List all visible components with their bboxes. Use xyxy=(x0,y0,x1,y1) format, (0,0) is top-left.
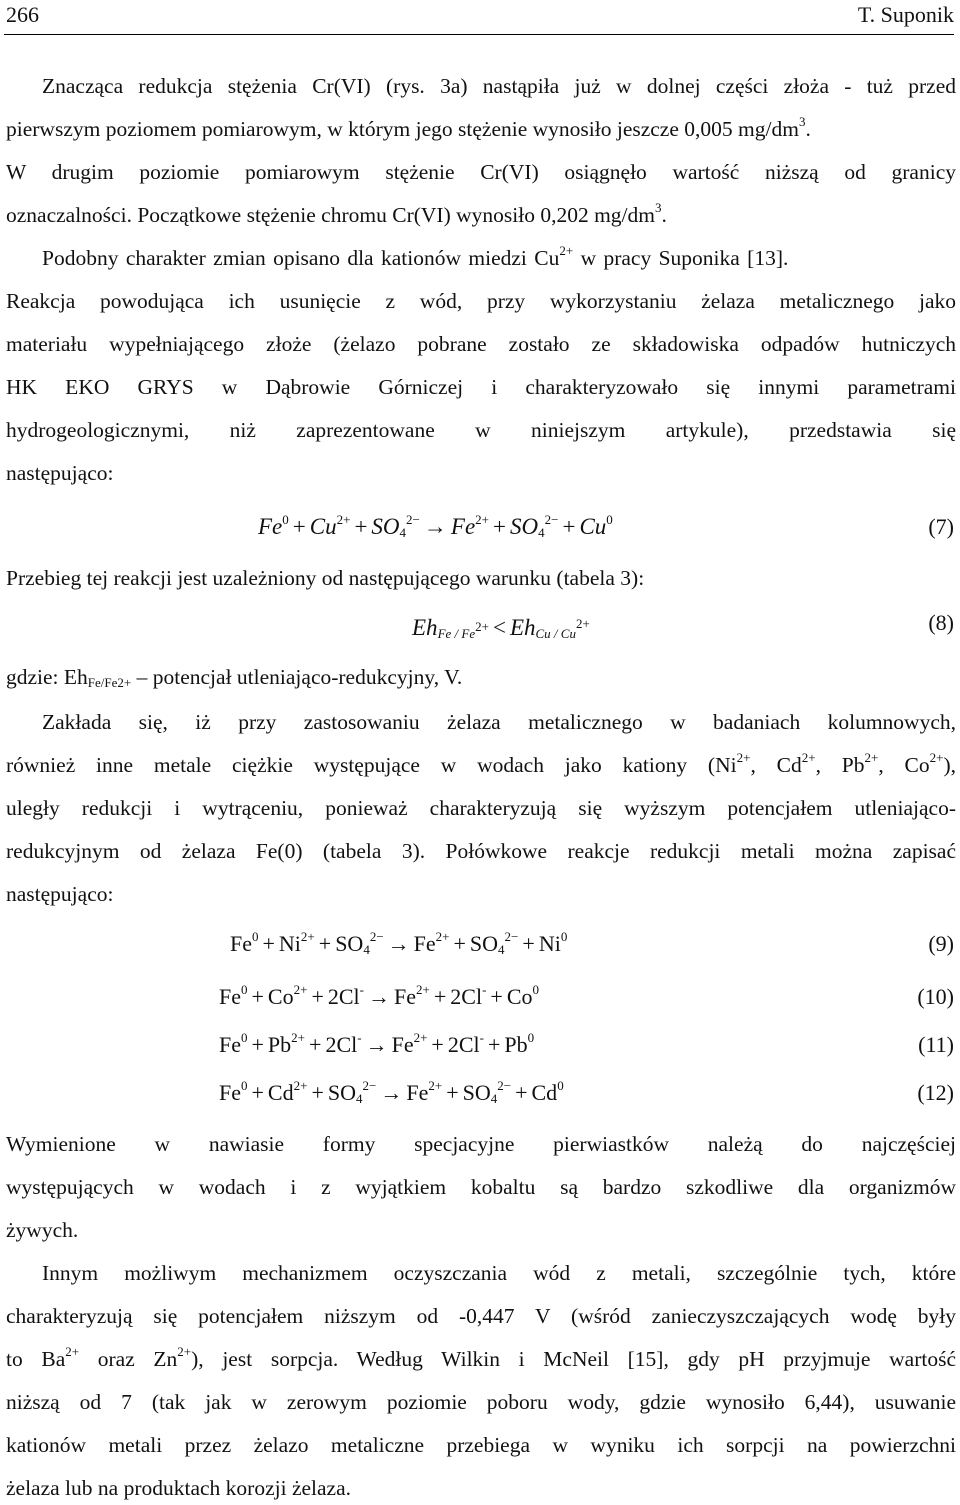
gdzie-line: gdzie: $Eh_{Fe/Fe2+}$ – potencjał utleniająco-redukcyjny, V. xyxy=(6,665,463,690)
p6-line-3: to $Ba^{2+}$ oraz $Zn^{2+}$), jest sorpcja. Według Wilkin i McNeil [15], gdy pH przyjmuje wartość xyxy=(6,1344,956,1371)
p4-line-5: następująco: xyxy=(6,882,114,906)
p5-line-3: żywych. xyxy=(6,1218,79,1242)
p6-line-2: charakteryzują się potencjałem niższym od -0,447 V (wśród zanieczyszczających wodę były xyxy=(6,1304,956,1328)
equation-12: $Fe^0 + Cd^{2+} + SO_4^{2-} \to Fe^{2+} + SO_4^{2-} + Cd^0$ xyxy=(219,1078,564,1106)
p1-line-3: W drugim poziomie pomiarowym stężenie Cr(VI) osiągnęło wartość niższą od granicy xyxy=(6,160,956,184)
equation-11-number: (11) xyxy=(918,1032,954,1057)
equation-8-number: (8) xyxy=(928,610,954,635)
p3-line-1: Przebieg tej reakcji jest uzależniony od następującego warunku (tabela 3): xyxy=(6,566,645,590)
equation-7-number: (7) xyxy=(928,514,954,539)
equation-12-number: (12) xyxy=(917,1080,954,1105)
p2-line-1: Podobny charakter zmian opisano dla kationów miedzi $Cu^{2+}$ w pracy Suponika [13]. xyxy=(42,243,789,270)
p2-line-6: następująco: xyxy=(6,461,114,485)
equation-7: $Fe^0 + Cu^{2+} + SO_4^{2-} \to Fe^{2+} + SO_4^{2-} + Cu^0$ xyxy=(258,512,613,540)
equation-10-number: (10) xyxy=(917,984,954,1009)
p6-line-4: niższą od 7 (tak jak w zerowym poziomie poboru wody, gdzie wynosiło 6,44), usuwanie xyxy=(6,1390,956,1414)
p4-line-2: również inne metale ciężkie występujące w wodach jako kationy ($Ni^{2+}$, $Cd^{2+}$, $Pb^{2+}$, $Co^{2+}$), xyxy=(6,750,957,777)
p4-line-4: redukcyjnym od żelaza Fe(0) (tabela 3). Połówkowe reakcje redukcji metali można zapisać xyxy=(6,839,956,863)
p2-line-5: hydrogeologicznymi, niż zaprezentowane w niniejszym artykule), przedstawia się xyxy=(6,418,956,442)
p5-line-2: występujących w wodach i z wyjątkiem kobaltu są bardzo szkodliwe dla organizmów xyxy=(6,1175,956,1199)
p6-line-1: Innym możliwym mechanizmem oczyszczania wód z metali, szczególnie tych, które xyxy=(42,1261,956,1285)
p2-line-2: Reakcja powodująca ich usunięcie z wód, przy wykorzystaniu żelaza metalicznego jako xyxy=(6,289,956,313)
p2-line-4: HK EKO GRYS w Dąbrowie Górniczej i charakteryzowało się innymi parametrami xyxy=(6,375,956,399)
p1-line-4: oznaczalności. Początkowe stężenie chromu Cr(VI) wynosiło 0,202 $mg/dm^3$. xyxy=(6,200,667,227)
page-number: 266 xyxy=(6,2,39,27)
equation-11: $Fe^0 + Pb^{2+} + 2Cl^- \to Fe^{2+} + 2Cl^- + Pb^0$ xyxy=(219,1030,535,1057)
p5-line-1: Wymienione w nawiasie formy specjacyjne pierwiastków należą do najczęściej xyxy=(6,1132,956,1156)
running-header-author: T. Suponik xyxy=(857,2,954,27)
p1-line-2: pierwszym poziomem pomiarowym, w którym jego stężenie wynosiło jeszcze 0,005 $mg/dm^3$. xyxy=(6,114,811,141)
p6-line-6: żelaza lub na produktach korozji żelaza. xyxy=(6,1476,352,1500)
equation-8: $Eh_{Fe / Fe^{2+}} < Eh_{Cu / Cu^{2+}}$ xyxy=(412,615,590,641)
equation-10: $Fe^0 + Co^{2+} + 2Cl^- \to Fe^{2+} + 2Cl^- + Co^0$ xyxy=(219,982,540,1009)
equation-9-number: (9) xyxy=(928,931,954,956)
p6-line-5: kationów metali przez żelazo metaliczne przebiega w wyniku ich sorpcji na powierzchni xyxy=(6,1433,956,1457)
p2-line-3: materiału wypełniającego złoże (żelazo pobrane zostało ze składowiska odpadów hutniczych xyxy=(6,332,956,356)
p1-line-1: Znacząca redukcja stężenia Cr(VI) (rys. 3a) nastąpiła już w dolnej części złoża - tuż przed xyxy=(42,74,956,98)
p4-line-1: Zakłada się, iż przy zastosowaniu żelaza metalicznego w badaniach kolumnowych, xyxy=(42,710,956,734)
equation-9: $Fe^0 + Ni^{2+} + SO_4^{2-} \to Fe^{2+} + SO_4^{2-} + Ni^0$ xyxy=(230,929,568,957)
page-header xyxy=(4,0,954,35)
p4-line-3: uległy redukcji i wytrąceniu, ponieważ charakteryzują się wyższym potencjałem utleniająco- xyxy=(6,796,956,820)
